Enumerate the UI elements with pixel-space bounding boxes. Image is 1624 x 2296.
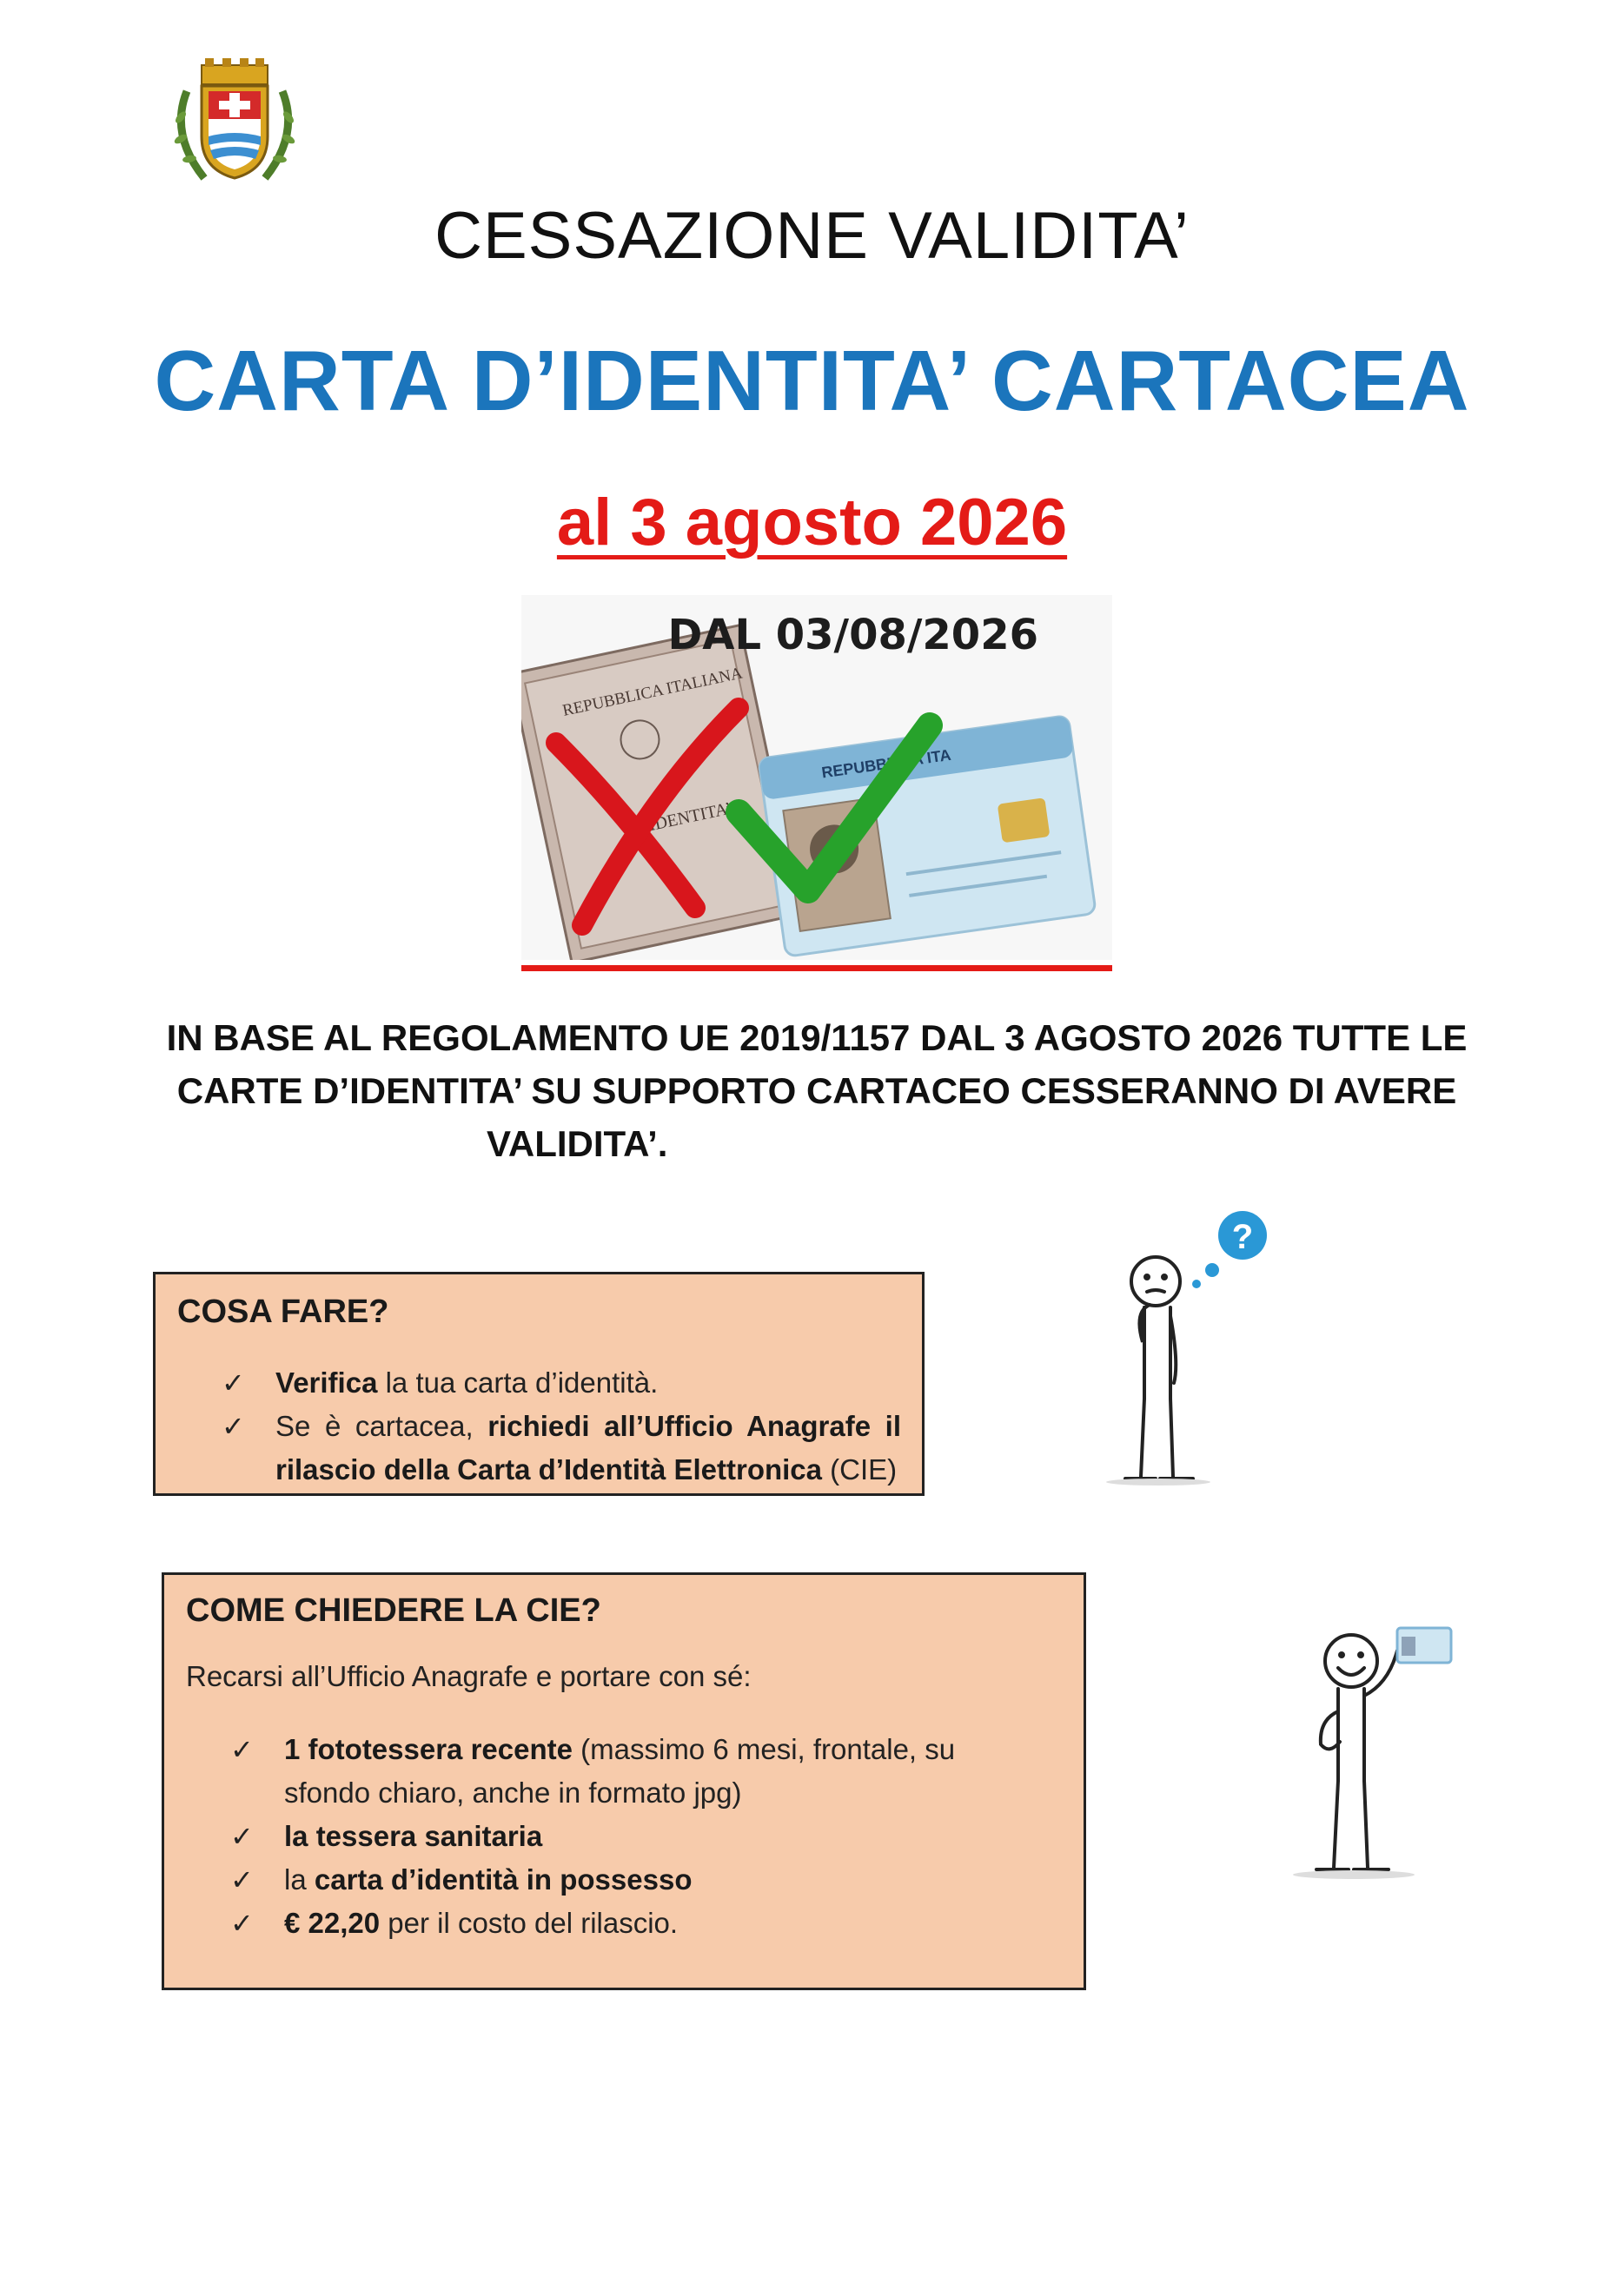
list-item [222, 1361, 901, 1405]
list-item [230, 1728, 979, 1815]
check-icon: ✓ [222, 1367, 245, 1399]
deadline-date-text: al 3 agosto 2026 [556, 486, 1068, 559]
coat-of-arms-icon [165, 56, 304, 187]
carta-bold: carta d’identità in possesso [314, 1863, 693, 1896]
cosa-fare-list [222, 1361, 901, 1492]
verifica-bold: Verifica [275, 1366, 378, 1399]
fototessera-bold: 1 fototessera recente [284, 1733, 573, 1765]
thinking-figure-icon [1090, 1190, 1290, 1485]
costo-bold: € 22,20 [284, 1907, 381, 1939]
cie-text: (CIE) [822, 1453, 898, 1485]
cosa-fare-heading: COSA FARE? [177, 1294, 389, 1330]
cartacea-text: Se è cartacea, [275, 1410, 488, 1442]
fototessera-text: (massimo 6 mesi, frontale, su sfondo chiaro, anche in formato jpg) [284, 1733, 956, 1809]
check-icon: ✓ [230, 1821, 254, 1852]
divider [521, 965, 1112, 971]
check-icon: ✓ [222, 1411, 245, 1442]
check-icon: ✓ [230, 1864, 254, 1896]
check-icon: ✓ [230, 1908, 254, 1939]
list-item [222, 1405, 901, 1492]
come-chiedere-heading: COME CHIEDERE LA CIE? [186, 1592, 601, 1629]
verifica-text: la tua carta d’identità. [377, 1366, 659, 1399]
notice-line-2: CARTE D’IDENTITA’ SU SUPPORTO CARTACEO CESSERANNO DI AVERE [176, 1069, 1457, 1111]
page-title-cessazione: CESSAZIONE VALIDITA’ [434, 199, 1190, 273]
carta-pre: la [284, 1863, 315, 1896]
notice-line-1: IN BASE AL REGOLAMENTO UE 2019/1157 DAL 3 AGOSTO 2026 TUTTE LE [166, 1017, 1468, 1058]
new-card-header: REPUBBLICA ITA [820, 745, 952, 782]
deadline-date [0, 485, 1624, 560]
question-mark: ? [1231, 1218, 1254, 1256]
list-item [230, 1902, 979, 1945]
id-card-comparison-image [521, 595, 1112, 960]
old-card-header: REPUBBLICA ITALIANA [560, 664, 745, 720]
cosa-fare-box [153, 1272, 925, 1496]
tessera-sanitaria-bold: la tessera sanitaria [284, 1820, 543, 1852]
check-icon: ✓ [230, 1734, 254, 1765]
richiedi-bold: richiedi all’Ufficio Anagrafe il rilascio della Carta d’Identità Elettronica [275, 1410, 901, 1485]
list-item [230, 1815, 979, 1858]
validity-date-banner: DAL 03/08/2026 [667, 611, 1038, 659]
notice-line-3: VALIDITA’. [487, 1122, 668, 1164]
come-chiedere-intro: Recarsi all’Ufficio Anagrafe e portare con sé: [186, 1660, 752, 1692]
figure-holding-card-icon [1286, 1616, 1495, 1885]
costo-text: per il costo del rilascio. [380, 1907, 679, 1939]
page-title-carta-identita: CARTA D’IDENTITA’ CARTACEA [154, 333, 1470, 428]
list-item [230, 1858, 979, 1902]
old-card-label: IDENTITA’ [647, 798, 733, 836]
regulation-notice [139, 1012, 1495, 1171]
come-chiedere-box [162, 1572, 1086, 1990]
documents-list [230, 1728, 979, 1945]
